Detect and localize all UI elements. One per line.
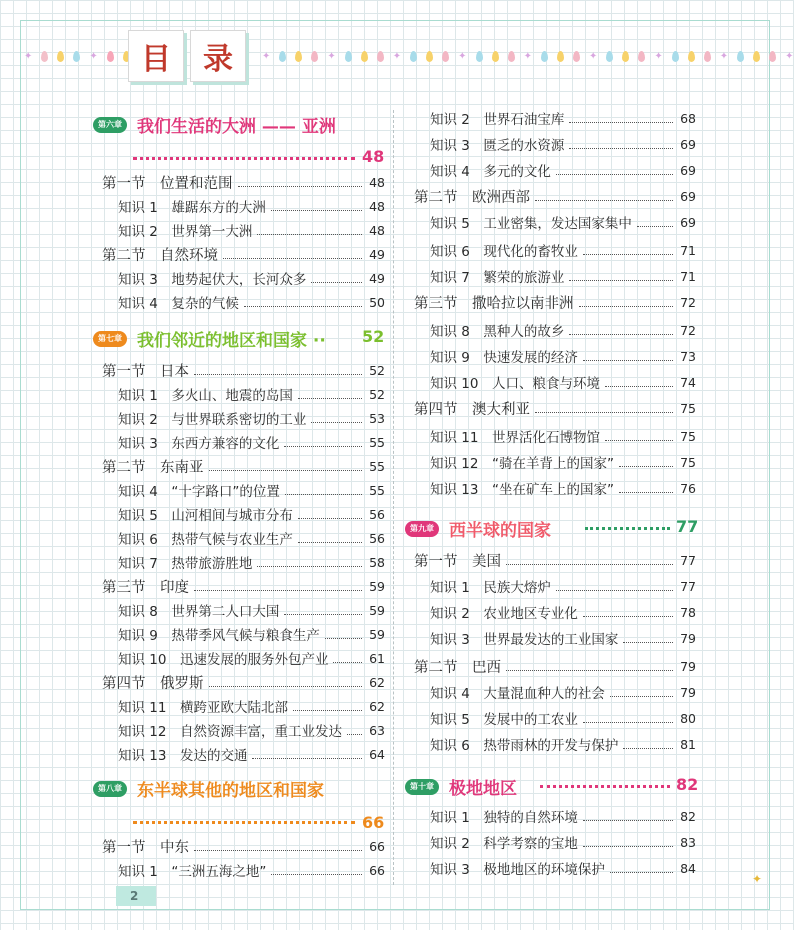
leader-dots [285, 486, 362, 495]
toc-entry[interactable] [102, 576, 385, 596]
toc-entry[interactable] [118, 504, 385, 524]
toc-entry[interactable] [118, 552, 385, 572]
toc-entry[interactable] [118, 528, 385, 548]
toc-entry[interactable] [430, 628, 696, 648]
toc-page: 74 [680, 374, 696, 390]
toc-label: 知识 7 热带旅游胜地 [118, 556, 253, 572]
title-char-box-1 [128, 30, 184, 82]
toc-label: 知识 6 现代化的畜牧业 [430, 244, 578, 260]
toc-label: 知识 2 农业地区专业化 [430, 606, 578, 622]
toc-entry[interactable] [430, 266, 696, 286]
leader-dots [298, 534, 362, 543]
toc-entry[interactable] [118, 744, 385, 764]
toc-page: 69 [680, 214, 696, 230]
toc-entry[interactable] [430, 832, 696, 852]
toc-page: 62 [369, 674, 385, 690]
toc-entry[interactable] [430, 134, 696, 154]
toc-entry[interactable] [118, 860, 385, 880]
page-number-text: 2 [130, 889, 139, 903]
toc-label: 知识 4 多元的文化 [430, 164, 551, 180]
toc-label: 第三节 印度 [102, 579, 189, 596]
toc-page: 83 [680, 834, 696, 850]
leader-dots [605, 378, 673, 387]
leader-dots [569, 114, 673, 123]
toc-label: 第二节 东南亚 [102, 459, 204, 476]
toc-page: 69 [680, 136, 696, 152]
toc-page: 64 [369, 746, 385, 762]
toc-entry[interactable] [430, 426, 696, 446]
title-char-box-2 [190, 30, 246, 82]
chapter-badge: 第八章 [93, 781, 127, 797]
toc-entry[interactable] [118, 720, 385, 740]
leader-dots [271, 866, 362, 875]
toc-page: 76 [680, 480, 696, 496]
toc-entry[interactable] [430, 806, 696, 826]
toc-label: 第一节 美国 [414, 553, 501, 570]
toc-entry[interactable] [118, 432, 385, 452]
leader-dots [284, 438, 362, 447]
toc-page: 59 [369, 602, 385, 618]
toc-page: 48 [369, 198, 385, 214]
toc-entry[interactable] [102, 244, 385, 264]
leader-dots [506, 662, 673, 671]
toc-entry[interactable] [430, 478, 696, 498]
toc-label: 知识 8 世界第二人口大国 [118, 604, 280, 620]
leader-dots [610, 688, 673, 697]
toc-page: 72 [680, 322, 696, 338]
leader-dots [311, 414, 362, 423]
toc-label: 知识 3 极地地区的环境保护 [430, 862, 605, 878]
toc-entry[interactable] [118, 408, 385, 428]
leader-dots [238, 178, 363, 187]
toc-page: 69 [680, 162, 696, 178]
toc-entry[interactable] [430, 108, 696, 128]
toc-page: 73 [680, 348, 696, 364]
leader-dots [347, 726, 362, 735]
leader-dots [535, 192, 673, 201]
toc-page: 79 [680, 658, 696, 674]
leader-dots [194, 582, 362, 591]
leader-dots [194, 366, 362, 375]
chapter-leader [133, 148, 355, 160]
chapter-page-number: 52 [362, 327, 385, 346]
toc-entry[interactable] [102, 456, 385, 476]
toc-label: 知识 8 黑种人的故乡 [430, 324, 565, 340]
toc-label: 知识 9 快速发展的经济 [430, 350, 578, 366]
leader-dots [619, 458, 673, 467]
toc-label: 知识 5 工业密集，发达国家集中 [430, 216, 632, 232]
leader-dots [569, 140, 673, 149]
page-number [116, 886, 156, 906]
toc-entry[interactable] [430, 576, 696, 596]
toc-entry[interactable] [118, 600, 385, 620]
leader-dots [333, 654, 362, 663]
toc-entry[interactable] [118, 384, 385, 404]
toc-entry[interactable] [430, 240, 696, 260]
toc-page: 63 [369, 722, 385, 738]
toc-page: 55 [369, 458, 385, 474]
leader-dots [569, 326, 673, 335]
chapter-leader [540, 776, 670, 788]
toc-entry[interactable] [430, 734, 696, 754]
toc-label: 知识 2 与世界联系密切的工业 [118, 412, 307, 428]
leader-dots [271, 202, 362, 211]
leader-dots [623, 740, 673, 749]
decorative-drops-left: ✦ ✦ [24, 36, 124, 76]
leader-dots [209, 678, 363, 687]
leader-dots [579, 298, 674, 307]
chapter-7-heading[interactable] [93, 326, 326, 351]
chapter-badge: 第九章 [405, 521, 439, 537]
leader-dots [535, 404, 673, 413]
leader-dots [244, 298, 362, 307]
toc-entry[interactable] [118, 480, 385, 500]
toc-entry[interactable] [430, 452, 696, 472]
toc-page: 59 [369, 578, 385, 594]
toc-page: 53 [369, 410, 385, 426]
leader-dots [583, 838, 673, 847]
toc-entry[interactable] [430, 372, 696, 392]
toc-label: 第一节 日本 [102, 363, 189, 380]
toc-page: 49 [369, 246, 385, 262]
toc-page: 48 [369, 222, 385, 238]
leader-dots [583, 608, 673, 617]
toc-page: 71 [680, 268, 696, 284]
leader-dots [637, 218, 673, 227]
toc-label: 知识 6 热带气候与农业生产 [118, 532, 293, 548]
leader-dots [194, 842, 362, 851]
toc-label: 知识 3 匮乏的水资源 [430, 138, 565, 154]
toc-page: 75 [680, 454, 696, 470]
leader-dots [610, 864, 673, 873]
leader-dots [252, 750, 362, 759]
toc-label: 知识 9 热带季风气候与粮食生产 [118, 628, 320, 644]
toc-page: 72 [680, 294, 696, 310]
toc-entry[interactable] [102, 172, 385, 192]
toc-page: 75 [680, 400, 696, 416]
toc-entry[interactable] [414, 550, 696, 570]
toc-page: 69 [680, 188, 696, 204]
chapter-9-heading[interactable] [405, 516, 551, 541]
toc-label: 知识 7 繁荣的旅游业 [430, 270, 565, 286]
chapter-leader [133, 812, 355, 824]
toc-page: 61 [369, 650, 385, 666]
chapter-8-heading[interactable] [93, 776, 324, 801]
toc-label: 知识 11 世界活化石博物馆 [430, 430, 600, 446]
toc-label: 知识 1 多火山、地震的岛国 [118, 388, 293, 404]
toc-label: 第四节 俄罗斯 [102, 675, 204, 692]
toc-entry[interactable] [430, 346, 696, 366]
toc-page: 79 [680, 684, 696, 700]
chapter-leader [585, 518, 670, 530]
toc-label: 第二节 欧洲西部 [414, 189, 530, 206]
toc-entry[interactable] [430, 602, 696, 622]
toc-label: 第一节 中东 [102, 839, 189, 856]
chapter-10-heading[interactable] [405, 774, 517, 799]
toc-page: 68 [680, 110, 696, 126]
leader-dots [506, 556, 673, 565]
toc-label: 知识 10 迅速发展的服务外包产业 [118, 652, 329, 668]
leader-dots [311, 274, 362, 283]
toc-page: 71 [680, 242, 696, 258]
leader-dots [583, 246, 673, 255]
leader-dots [583, 812, 673, 821]
toc-page: 80 [680, 710, 696, 726]
leader-dots [298, 510, 362, 519]
toc-label: 知识 12 自然资源丰富，重工业发达 [118, 724, 342, 740]
toc-page: 84 [680, 860, 696, 876]
toc-page: 78 [680, 604, 696, 620]
toc-entry[interactable] [102, 672, 385, 692]
toc-entry[interactable] [430, 708, 696, 728]
chapter-page-number: 82 [676, 775, 699, 794]
leader-dots [209, 462, 363, 471]
toc-label: 知识 4 大量混血种人的社会 [430, 686, 605, 702]
toc-entry[interactable] [118, 696, 385, 716]
toc-label: 知识 1 民族大熔炉 [430, 580, 551, 596]
toc-page: 77 [680, 578, 696, 594]
toc-label: 知识 2 科学考察的宝地 [430, 836, 578, 852]
toc-entry[interactable] [430, 160, 696, 180]
toc-page: 49 [369, 270, 385, 286]
page-title-char-2: 录 [203, 42, 233, 77]
chapter-page-number: 77 [676, 517, 699, 536]
toc-page: 56 [369, 506, 385, 522]
toc-label: 知识 1 雄踞东方的大洲 [118, 200, 266, 216]
toc-label: 知识 1 “三洲五海之地” [118, 864, 267, 880]
toc-label: 知识 5 发展中的工农业 [430, 712, 578, 728]
chapter-title: 西半球的国家 [449, 521, 551, 541]
toc-entry[interactable] [430, 212, 696, 232]
leader-dots [284, 606, 362, 615]
toc-page: 56 [369, 530, 385, 546]
toc-label: 知识 3 世界最发达的工业国家 [430, 632, 619, 648]
toc-entry[interactable] [102, 836, 385, 856]
leader-dots [556, 582, 673, 591]
toc-page: 48 [369, 174, 385, 190]
toc-label: 知识 3 地势起伏大，长河众多 [118, 272, 307, 288]
toc-page: 55 [369, 482, 385, 498]
toc-label: 知识 1 独特的自然环境 [430, 810, 578, 826]
toc-label: 知识 4 复杂的气候 [118, 296, 239, 312]
toc-entry[interactable] [414, 398, 696, 418]
toc-label: 知识 5 山河相间与城市分布 [118, 508, 293, 524]
toc-label: 知识 13 发达的交通 [118, 748, 248, 764]
toc-entry[interactable] [414, 656, 696, 676]
toc-page: 66 [369, 838, 385, 854]
leader-dots [257, 558, 362, 567]
toc-label: 第二节 巴西 [414, 659, 501, 676]
toc-label: 知识 13 “坐在矿车上的国家” [430, 482, 614, 498]
toc-entry[interactable] [118, 220, 385, 240]
toc-entry[interactable] [118, 292, 385, 312]
toc-page: 79 [680, 630, 696, 646]
leader-dots [257, 226, 362, 235]
toc-label: 知识 6 热带雨林的开发与保护 [430, 738, 619, 754]
toc-entry[interactable] [118, 624, 385, 644]
chapter-badge: 第七章 [93, 331, 127, 347]
toc-page: 55 [369, 434, 385, 450]
chapter-page-number: 66 [362, 813, 385, 832]
toc-page: 58 [369, 554, 385, 570]
toc-page: 50 [369, 294, 385, 310]
leader-dots [569, 272, 673, 281]
column-divider [393, 110, 394, 885]
toc-label: 第三节 撒哈拉以南非洲 [414, 295, 574, 312]
chapter-title: 极地地区 [449, 779, 517, 799]
toc-page: 62 [369, 698, 385, 714]
leader-dots [619, 484, 673, 493]
page-title-char-1: 目 [141, 42, 171, 77]
toc-page: 66 [369, 862, 385, 878]
leader-dots [605, 432, 673, 441]
toc-label: 知识 10 人口、粮食与环境 [430, 376, 600, 392]
leader-dots [623, 634, 673, 643]
leader-dots [325, 630, 362, 639]
toc-entry[interactable] [430, 320, 696, 340]
leader-dots [298, 390, 362, 399]
leader-dots [583, 352, 673, 361]
toc-label: 知识 4 “十字路口”的位置 [118, 484, 280, 500]
chapter-badge: 第六章 [93, 117, 127, 133]
chapter-6-heading[interactable] [93, 112, 336, 137]
decorative-drops-right: ✦ ✦ ✦ ✦ ✦ ✦ ✦ ✦ ✦ [262, 50, 794, 62]
toc-label: 第二节 自然环境 [102, 247, 218, 264]
toc-page: 52 [369, 386, 385, 402]
chapter-badge: 第十章 [405, 779, 439, 795]
toc-label: 知识 12 “骑在羊背上的国家” [430, 456, 614, 472]
toc-entry[interactable] [118, 648, 385, 668]
chapter-title: 我们生活的大洲 —— 亚洲 [137, 117, 336, 137]
leader-dots [583, 714, 673, 723]
toc-label: 知识 11 横跨亚欧大陆北部 [118, 700, 288, 716]
leader-dots [293, 702, 362, 711]
chapter-page-number: 48 [362, 147, 385, 166]
toc-page: 81 [680, 736, 696, 752]
toc-page: 82 [680, 808, 696, 824]
toc-label: 第一节 位置和范围 [102, 175, 233, 192]
toc-page: 52 [369, 362, 385, 378]
toc-label: 知识 2 世界石油宝库 [430, 112, 565, 128]
sparkle-icon: ✦ [752, 872, 763, 886]
toc-entry[interactable] [118, 196, 385, 216]
toc-label: 知识 3 东西方兼容的文化 [118, 436, 280, 452]
toc-page: 75 [680, 428, 696, 444]
toc-label: 第四节 澳大利亚 [414, 401, 530, 418]
toc-entry[interactable] [118, 268, 385, 288]
toc-entry[interactable] [414, 292, 696, 312]
leader-dots [223, 250, 362, 259]
toc-entry[interactable] [430, 858, 696, 878]
toc-entry[interactable] [102, 360, 385, 380]
toc-page: 59 [369, 626, 385, 642]
leader-dots [556, 166, 673, 175]
chapter-title: 我们邻近的地区和国家 ·· [137, 331, 326, 351]
toc-entry[interactable] [430, 682, 696, 702]
toc-label: 知识 2 世界第一大洲 [118, 224, 253, 240]
toc-page: 77 [680, 552, 696, 568]
chapter-title: 东半球其他的地区和国家 [137, 781, 324, 801]
toc-entry[interactable] [414, 186, 696, 206]
